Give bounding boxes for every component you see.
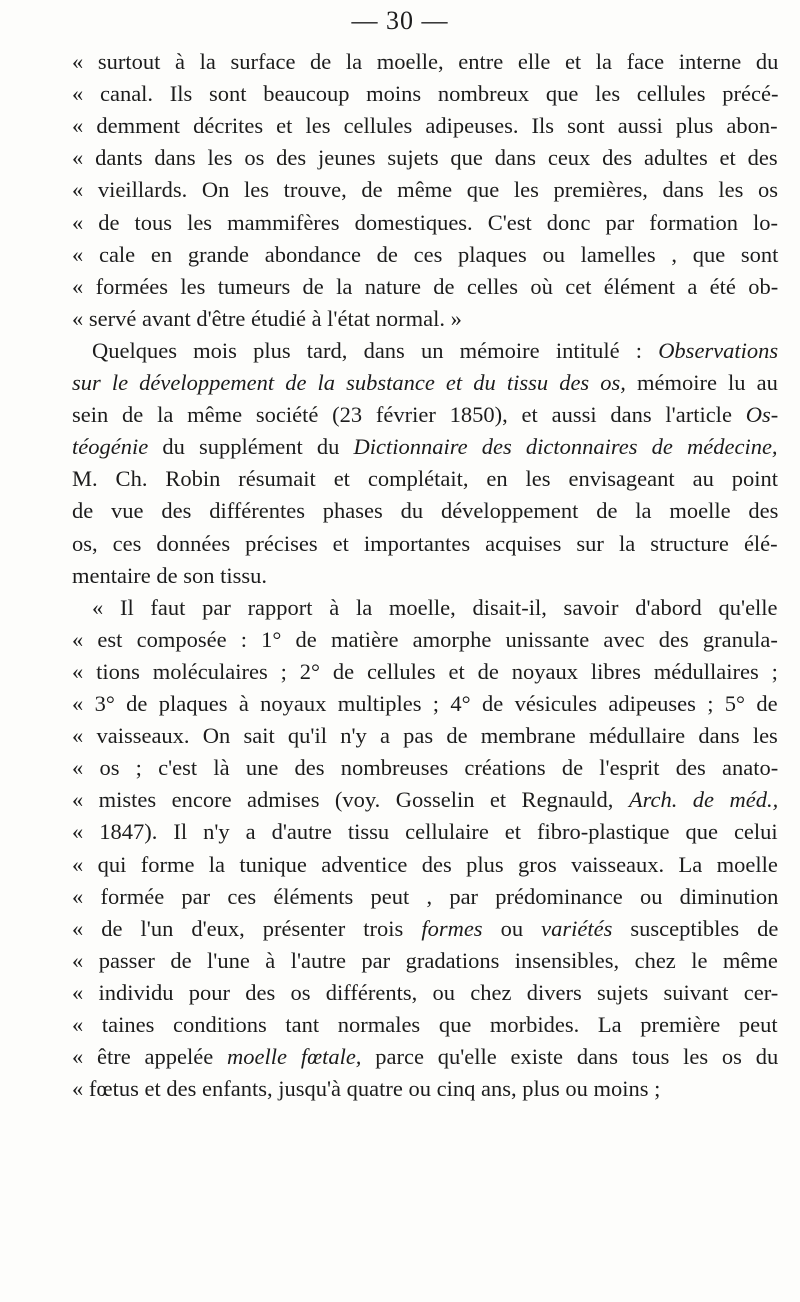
- text-line: [72, 239, 778, 271]
- text-run: M. Ch. Robin résumait et complétait, en les envisageant au point: [72, 466, 779, 492]
- text-line: [72, 784, 778, 816]
- text-line: [92, 592, 778, 624]
- text-run: « canal. Ils sont beaucoup moins nombreux que les cellules précé-: [72, 81, 779, 107]
- text-run: mémoire lu au: [625, 370, 778, 395]
- text-run: « Il faut par rapport à la moelle, disait-il, savoir d'abord qu'elle: [92, 594, 778, 620]
- text-line: [72, 720, 778, 752]
- text-run: « fœtus et des enfants, jusqu'à quatre ou cinq ans, plus ou moins ;: [72, 1076, 661, 1102]
- text-line: [72, 463, 778, 495]
- text-line: [72, 528, 778, 560]
- text-line: [92, 335, 778, 367]
- text-line: [72, 495, 778, 527]
- text-line: [72, 207, 778, 239]
- text-run: « 1847). Il n'y a d'autre tissu cellulaire et fibro-plastique que celui: [72, 819, 778, 845]
- text-run: ou: [482, 915, 542, 941]
- text-run: parce qu'elle existe dans tous les os du: [361, 1044, 779, 1070]
- text-run: « est composée : 1° de matière amorphe unissante avec des granula-: [72, 626, 778, 652]
- italic-text: moelle fœtale,: [227, 1044, 362, 1070]
- text-run: « surtout à la surface de la moelle, entre elle et la face interne du: [72, 49, 779, 74]
- text-run: « taines conditions tant normales que morbides. La première peut: [72, 1012, 778, 1037]
- text-line: [72, 174, 778, 206]
- text-line: [72, 46, 778, 78]
- text-run: « servé avant d'être étudié à l'état normal. »: [72, 305, 462, 331]
- italic-text: Os-: [745, 402, 779, 428]
- text-run: « os ; c'est là une des nombreuses créations de l'esprit des anato-: [72, 755, 779, 781]
- italic-text: Arch. de méd.,: [628, 787, 779, 813]
- text-run: « mistes encore admises (voy. Gosselin et Regnauld,: [72, 787, 629, 813]
- text-run: sein de la même société (23 février 1850), et aussi dans l'article: [72, 402, 746, 428]
- text-run: « dants dans les os des jeunes sujets que dans ceux des adultes et des: [72, 145, 778, 171]
- italic-text: formes: [421, 915, 483, 941]
- text-run: « de l'un d'eux, présenter trois: [72, 915, 422, 941]
- text-run: du supplément du: [148, 434, 354, 460]
- text-line: [72, 560, 267, 592]
- italic-text: téogénie: [72, 434, 149, 460]
- text-run: « être appelée: [72, 1044, 228, 1070]
- text-line: [72, 849, 778, 881]
- text-run: « vaisseaux. On sait qu'il n'y a pas de membrane médullaire dans les: [72, 723, 778, 749]
- text-line: [72, 431, 778, 463]
- italic-text: variétés: [541, 915, 613, 941]
- text-run: « de tous les mammifères domestiques. C'est donc par formation lo-: [72, 209, 779, 235]
- text-line: [72, 913, 778, 945]
- text-line: [72, 110, 778, 142]
- text-run: « formée par ces éléments peut , par prédominance ou diminution: [72, 883, 779, 909]
- text-run: « passer de l'une à l'autre par gradations insensibles, chez le même: [72, 947, 778, 973]
- text-line: [72, 656, 778, 688]
- text-run: os, ces données précises et importantes acquises sur la structure élé-: [72, 530, 778, 556]
- text-run: « vieillards. On les trouve, de même que les premières, dans les os: [72, 177, 778, 203]
- text-run: « demment décrites et les cellules adipeuses. Ils sont aussi plus abon-: [72, 113, 778, 139]
- text-line: [72, 78, 778, 110]
- italic-text: Dictionnaire des dictonnaires de médecine,: [353, 434, 778, 460]
- text-line: [72, 142, 778, 174]
- text-line: [72, 688, 778, 720]
- text-run: susceptibles de: [612, 915, 779, 941]
- text-line: [72, 624, 778, 656]
- text-line: [72, 752, 778, 784]
- text-line: [72, 945, 778, 977]
- text-line: [72, 881, 778, 913]
- text-run: « 3° de plaques à noyaux multiples ; 4° de vésicules adipeuses ; 5° de: [72, 691, 778, 716]
- text-run: mentaire de son tissu.: [72, 562, 267, 588]
- page-number: — 30 —: [351, 6, 449, 35]
- text-line: [72, 367, 778, 399]
- text-run: « formées les tumeurs de la nature de celles où cet élément a été ob-: [72, 273, 779, 299]
- text-line: [72, 1073, 660, 1105]
- text-run: Quelques mois plus tard, dans un mémoire intitulé :: [92, 337, 659, 363]
- text-line: [72, 303, 462, 335]
- text-run: « individu pour des os différents, ou chez divers sujets suivant cer-: [72, 979, 779, 1005]
- text-run: de vue des différentes phases du développement de la moelle des: [72, 498, 779, 524]
- italic-text: sur le développement de la substance et du tissu des os,: [72, 370, 626, 395]
- text-line: [72, 271, 778, 303]
- text-line: [72, 977, 778, 1009]
- italic-text: Observations: [658, 337, 779, 363]
- text-line: [72, 1041, 778, 1073]
- text-run: « qui forme la tunique adventice des plus gros vaisseaux. La moelle: [72, 851, 778, 877]
- text-run: « tions moléculaires ; 2° de cellules et de noyaux libres médullaires ;: [72, 658, 778, 684]
- text-line: [72, 1009, 778, 1041]
- text-run: « cale en grande abondance de ces plaques ou lamelles , que sont: [72, 241, 779, 267]
- text-line: [72, 399, 778, 431]
- text-line: [72, 816, 778, 848]
